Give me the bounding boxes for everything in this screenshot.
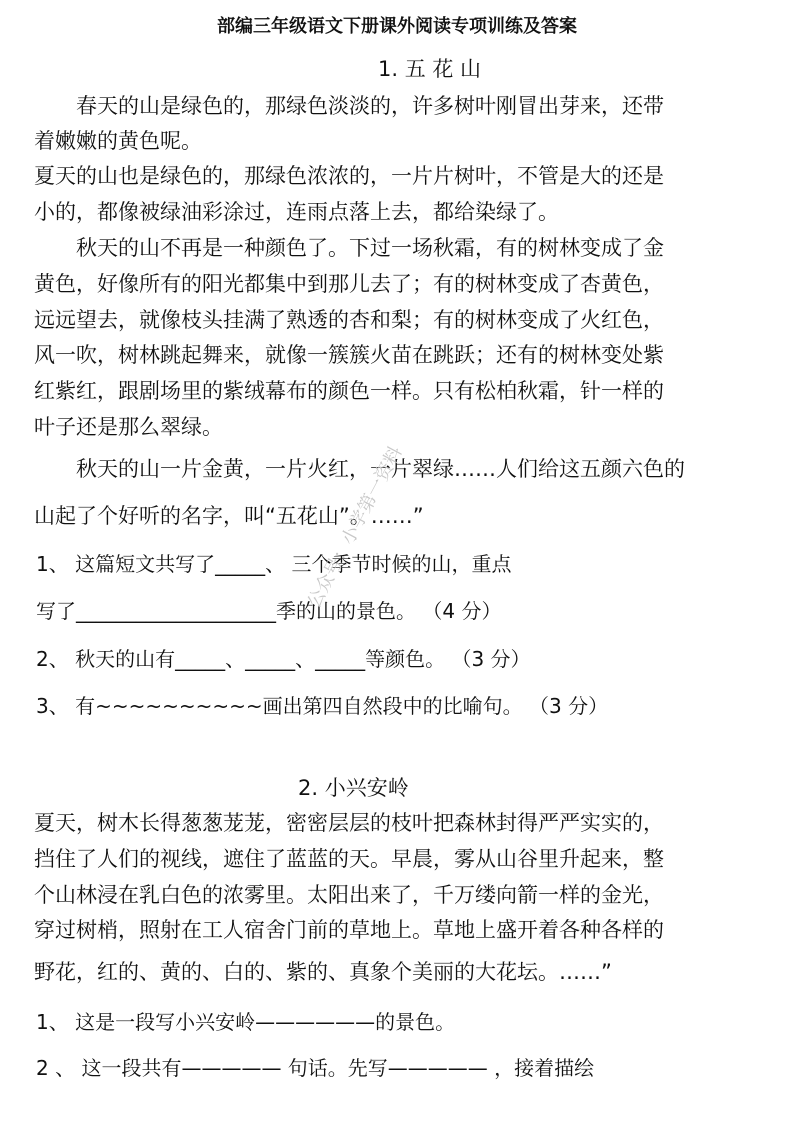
section1-question-3: 3、 有~~~~~~~~~~画出第四自然段中的比喻句。 （3 分）	[36, 694, 609, 718]
section1-question-2: 2、 秋天的山有_____、_____、_____等颜色。 （3 分）	[36, 647, 531, 671]
section2-question-2: 2 、 这一段共有————— 句话。先写————— ，接着描绘	[36, 1056, 595, 1080]
section1-line: 着嫩嫩的黄色呢。	[34, 129, 202, 153]
section1-line: 红紫红，跟剧场里的紫绒幕布的颜色一样。只有松柏秋霜，针一样的	[34, 379, 664, 403]
section1-line: 春天的山是绿色的，那绿色淡淡的，许多树叶刚冒出芽来，还带	[76, 94, 664, 118]
section2-line: 野花，红的、黄的、白的、紫的、真象个美丽的大花坛。……”	[34, 960, 612, 984]
document-title: 部编三年级语文下册课外阅读专项训练及答案	[217, 16, 577, 37]
section2-line: 夏天，树木长得葱葱茏茏，密密层层的枝叶把森林封得严严实实的，	[34, 811, 664, 835]
section2-line: 穿过树梢，照射在工人宿舍门前的草地上。草地上盛开着各种各样的	[34, 918, 664, 942]
section2-heading: 2. 小兴安岭	[298, 776, 409, 800]
watermark: 公众号：小学第一资料	[303, 442, 407, 612]
section1-line: 山起了个好听的名字，叫“五花山”。……”	[34, 504, 424, 528]
section1-question-1-cont: 写了____________________季的山的景色。 （4 分）	[36, 599, 502, 623]
section2-line: 挡住了人们的视线，遮住了蓝蓝的天。早晨，雾从山谷里升起来，整	[34, 847, 664, 871]
section1-line: 小的，都像被绿油彩涂过，连雨点落上去，都给染绿了。	[34, 200, 559, 224]
section1-line: 叶子还是那么翠绿。	[34, 415, 223, 439]
section1-heading: 1. 五 花 山	[378, 57, 482, 81]
section1-line: 黄色，好像所有的阳光都集中到那儿去了；有的树林变成了杏黄色，	[34, 272, 664, 296]
section1-line: 秋天的山不再是一种颜色了。下过一场秋霜，有的树林变成了金	[76, 236, 664, 260]
section1-question-1: 1、 这篇短文共写了_____、 三个季节时候的山，重点	[36, 552, 512, 576]
section1-line: 远远望去，就像枝头挂满了熟透的杏和梨；有的树林变成了火红色，	[34, 308, 664, 332]
section1-line: 夏天的山也是绿色的，那绿色浓浓的，一片片树叶，不管是大的还是	[34, 164, 664, 188]
section2-question-1: 1、 这是一段写小兴安岭——————的景色。	[36, 1010, 456, 1034]
section1-line: 秋天的山一片金黄，一片火红，一片翠绿……人们给这五颜六色的	[76, 457, 685, 481]
section1-line: 风一吹，树林跳起舞来，就像一簇簇火苗在跳跃；还有的树林变处紫	[34, 343, 664, 367]
section2-line: 个山林浸在乳白色的浓雾里。太阳出来了，千万缕向箭一样的金光，	[34, 883, 664, 907]
